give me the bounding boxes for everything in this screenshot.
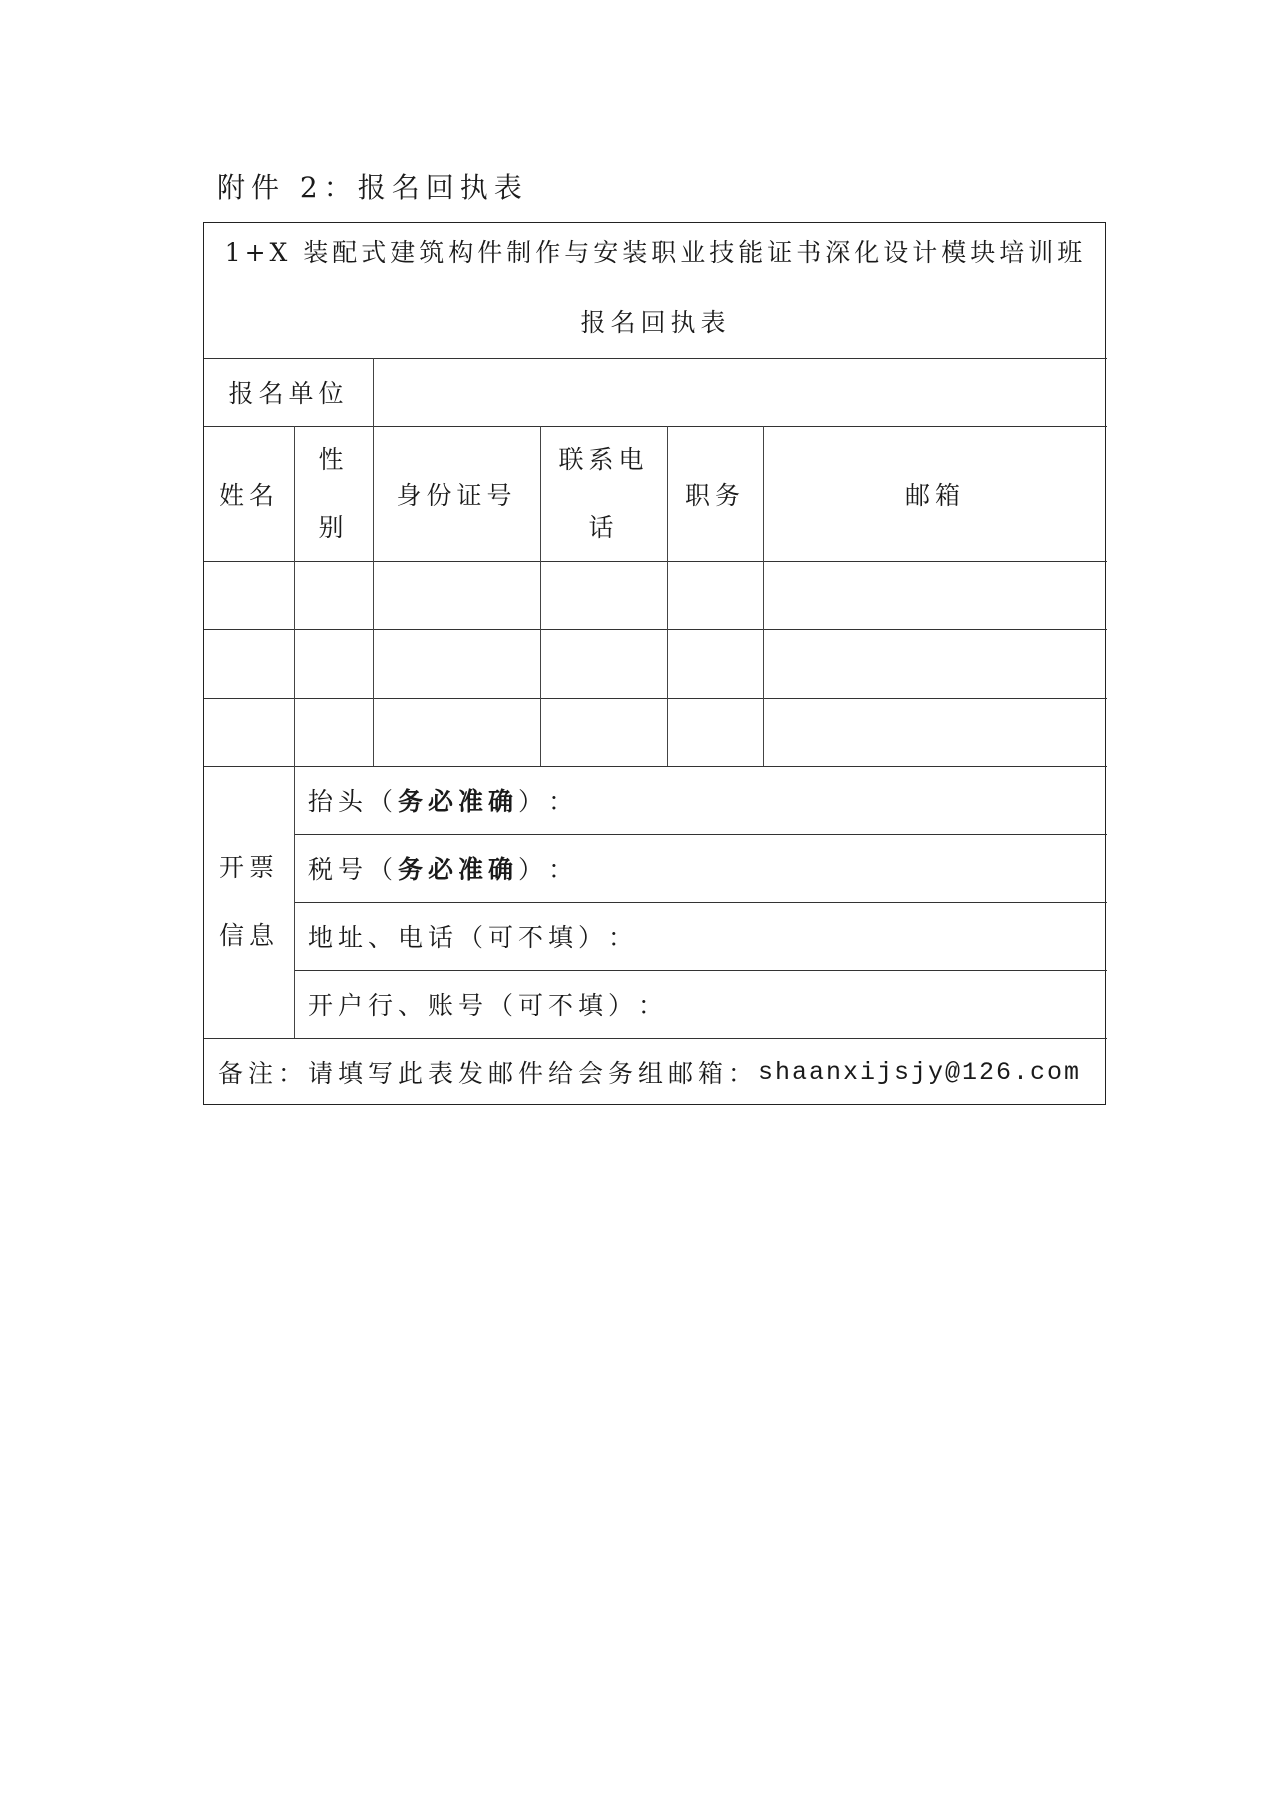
column-header-position — [667, 426, 763, 561]
invoice-title-field[interactable] — [294, 766, 1107, 834]
name-input[interactable] — [204, 698, 294, 766]
invoice-label-text: 信息 — [218, 921, 279, 950]
field-note-open: （ — [368, 787, 399, 816]
field-label: 开户行、账号 — [308, 991, 489, 1020]
column-header-id-number — [373, 426, 540, 561]
header-text: 别 — [318, 512, 349, 542]
id-number-input[interactable] — [373, 629, 540, 698]
field-note-open: （ — [368, 855, 399, 884]
position-input[interactable] — [667, 698, 763, 766]
gender-input[interactable] — [294, 629, 373, 698]
phone-input[interactable] — [540, 629, 667, 698]
field-label: 地址、电话 — [308, 923, 459, 952]
registration-form-table — [203, 222, 1106, 1105]
unit-input[interactable] — [373, 358, 1107, 426]
name-input[interactable] — [204, 561, 294, 629]
position-input[interactable] — [667, 629, 763, 698]
email-input[interactable] — [763, 561, 1107, 629]
field-colon: ： — [638, 991, 669, 1020]
column-header-gender — [294, 426, 373, 561]
remark-text: 备注：请填写此表发邮件给会务组邮箱： — [218, 1059, 759, 1088]
header-text: 姓名 — [218, 480, 279, 510]
field-colon: ： — [548, 787, 579, 816]
id-number-input[interactable] — [373, 561, 540, 629]
unit-label: 报名单位 — [228, 379, 349, 408]
position-input[interactable] — [667, 561, 763, 629]
field-note-required: 务必准确 — [398, 787, 519, 816]
field-label: 抬头 — [308, 787, 369, 816]
attachment-heading: 附件 2：报名回执表 — [217, 171, 528, 204]
field-note-close: ） — [518, 855, 549, 884]
field-label: 税号 — [308, 855, 369, 884]
email-input[interactable] — [763, 698, 1107, 766]
field-note-required: 务必准确 — [398, 855, 519, 884]
field-note-close: ） — [518, 787, 549, 816]
id-number-input[interactable] — [373, 698, 540, 766]
address-phone-field[interactable] — [294, 902, 1107, 970]
form-title-line1: 1+X 装配式建筑构件制作与安装职业技能证书深化设计模块培训班 — [224, 238, 1087, 267]
gender-input[interactable] — [294, 698, 373, 766]
header-text: 话 — [588, 512, 619, 542]
field-colon: ： — [608, 923, 639, 952]
invoice-label-text: 开票 — [218, 853, 279, 882]
phone-input[interactable] — [540, 561, 667, 629]
gender-input[interactable] — [294, 561, 373, 629]
header-text: 联系电 — [558, 444, 649, 474]
header-text: 性 — [318, 444, 349, 474]
column-header-email — [763, 426, 1107, 561]
column-header-phone — [540, 426, 667, 561]
field-note-optional: （可不填） — [458, 923, 609, 952]
name-input[interactable] — [204, 629, 294, 698]
invoice-info-label — [204, 766, 294, 1038]
phone-input[interactable] — [540, 698, 667, 766]
header-text: 职务 — [684, 480, 745, 510]
field-colon: ： — [548, 855, 579, 884]
column-header-name — [204, 426, 294, 561]
form-title-line2: 报名回执表 — [580, 308, 731, 337]
email-input[interactable] — [763, 629, 1107, 698]
contact-email: shaanxijsjy@126.com — [758, 1057, 1082, 1087]
field-note-optional: （可不填） — [488, 991, 639, 1020]
remark-row — [204, 1038, 1107, 1106]
header-text: 身份证号 — [396, 480, 517, 510]
bank-account-field[interactable] — [294, 970, 1107, 1038]
tax-number-field[interactable] — [294, 834, 1107, 902]
header-text: 邮箱 — [904, 480, 965, 510]
